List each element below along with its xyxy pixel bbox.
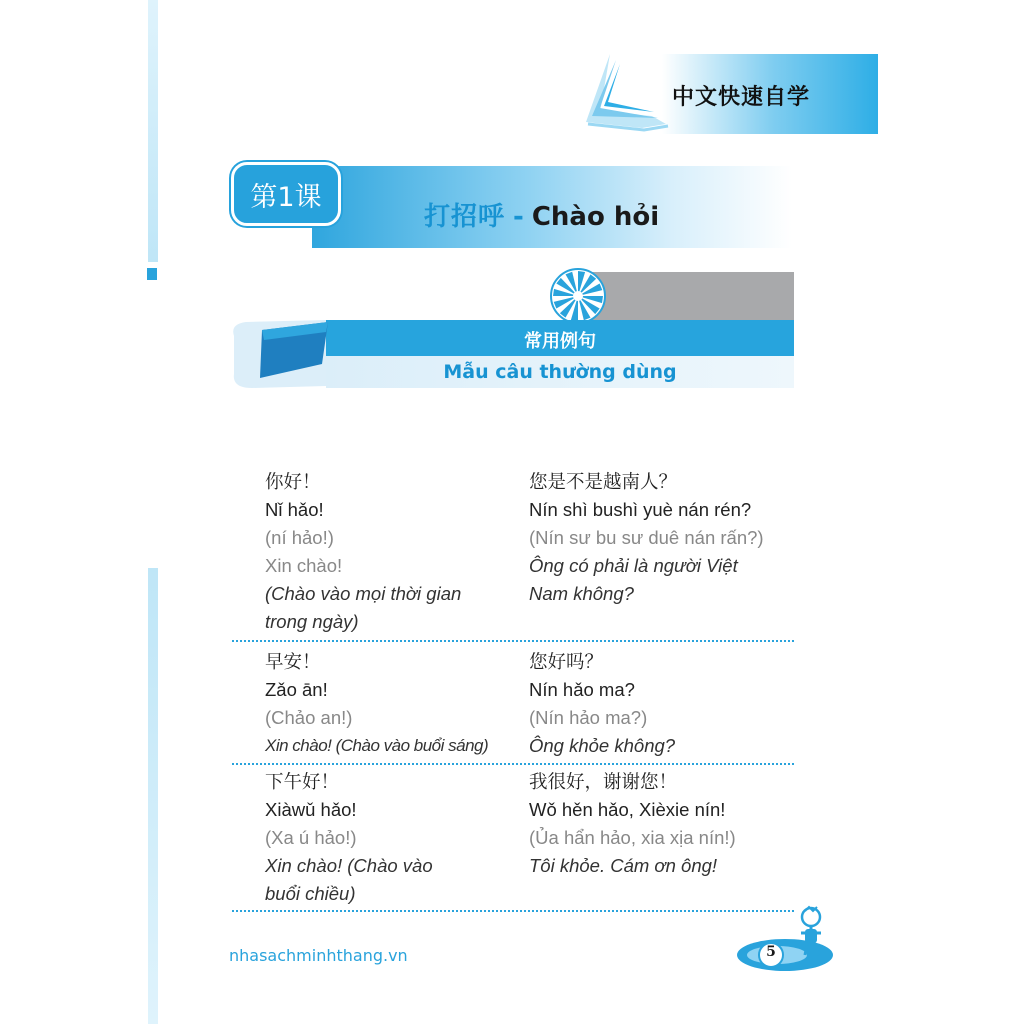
phrase-pinyin: Nǐ hǎo! <box>265 499 324 520</box>
lesson-badge <box>231 162 341 226</box>
row-divider <box>232 763 794 765</box>
phrase-pronunciation: (Xa ú hảo!) <box>265 827 357 848</box>
footer-website: nhasachminhthang.vn <box>229 946 408 965</box>
book-icon <box>580 50 670 132</box>
phrase-hanzi: 您好吗？ <box>529 651 604 672</box>
page-badge-mascot-icon <box>735 905 847 983</box>
section-title-vietnamese: Mẫu câu thường dùng <box>443 361 677 383</box>
phrase-card <box>265 468 520 636</box>
phrase-hanzi: 早安！ <box>265 651 321 672</box>
phrase-meaning: Tôi khỏe. Cám ơn ông! <box>529 855 718 876</box>
phrase-meaning: Xin chào! (Chào vào buổi chiều) <box>265 855 433 904</box>
phrase-pinyin: Zǎo ān! <box>265 679 328 700</box>
phrase-card <box>529 648 784 760</box>
phrase-pronunciation: (Nín hảo ma?) <box>529 707 648 728</box>
phrase-pinyin: Xiàwǔ hǎo! <box>265 799 357 820</box>
lesson-title <box>424 196 659 233</box>
page-number: 5 <box>766 944 776 960</box>
phrase-card <box>265 768 520 908</box>
section-tab-decoration <box>226 314 336 394</box>
row-divider <box>232 910 794 912</box>
left-margin-bar-lower <box>148 568 158 1024</box>
phrase-meaning: Xin chào! (Chào vào buổi sáng) <box>265 736 489 755</box>
phrase-pronunciation: (Ủa hẩn hảo, xia xịa nín!) <box>529 827 736 848</box>
phrase-meaning: Xin chào! <box>265 555 343 576</box>
phrase-pronunciation: (Nín sư bu sư duê nán rấn?) <box>529 527 764 548</box>
phrase-pinyin: Nín shì bushì yuè nán rén? <box>529 499 752 520</box>
row-divider <box>232 640 794 642</box>
phrase-meaning: Ông có phải là người Việt Nam không? <box>529 555 738 604</box>
lesson-title-separator: - <box>513 202 524 232</box>
lesson-title-chinese: 打招呼 <box>424 202 506 232</box>
lesson-title-vietnamese: Chào hỏi <box>531 202 660 232</box>
phrase-card <box>529 468 791 608</box>
section-gray-bar <box>576 272 794 324</box>
phrase-hanzi: 你好！ <box>265 471 321 492</box>
lesson-number: 第1课 <box>250 181 322 213</box>
left-margin-marker <box>147 268 157 280</box>
phrase-note: (Chào vào mọi thời gian trong ngày) <box>265 583 462 632</box>
phrase-hanzi: 我很好，谢谢您！ <box>529 771 678 792</box>
book-title: 中文快速自学 <box>672 85 811 110</box>
left-margin-bar <box>148 0 158 262</box>
phrase-pinyin: Nín hǎo ma? <box>529 679 635 700</box>
phrase-hanzi: 您是不是越南人？ <box>529 471 678 492</box>
phrase-card <box>265 648 520 760</box>
phrase-pronunciation: (ní hảo!) <box>265 527 334 548</box>
phrase-hanzi: 下午好！ <box>265 771 340 792</box>
phrase-pinyin: Wǒ hěn hǎo, Xièxie nín! <box>529 799 726 820</box>
phrase-card <box>529 768 791 880</box>
sunburst-icon <box>549 267 607 325</box>
phrase-pronunciation: (Chảo an!) <box>265 707 353 728</box>
section-title-chinese: 常用例句 <box>524 331 596 352</box>
phrase-meaning: Ông khỏe không? <box>529 735 676 756</box>
